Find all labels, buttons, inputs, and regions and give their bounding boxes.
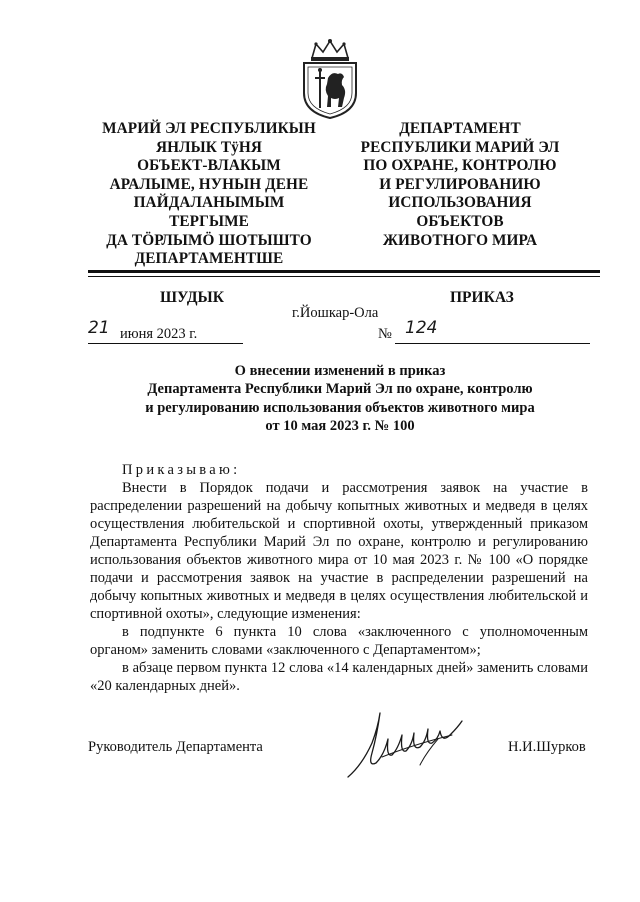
header-right-line: ОБЪЕКТОВ xyxy=(416,212,504,230)
header-left-line: ЯНЛЫК ТÿНЯ xyxy=(155,138,263,156)
order-title xyxy=(60,362,620,435)
body-paragraph-change-2: в абзаце первом пункта 12 слова «14 календарных дней» заменить словами «20 календарных дней». xyxy=(90,660,588,694)
coat-of-arms-emblem xyxy=(298,38,362,120)
date-month-year: июня 2023 г. xyxy=(120,326,198,342)
order-number-label: № xyxy=(378,326,392,342)
body-paragraph-main: Внести в Порядок подачи и рассмотрения заявок на участие в распределении разрешений на добычу копытных животных и медведя в целях осуществления любительской и спортивной охоты, утвержденный приказом Департамента Республики Марий Эл по охране, контролю и регулированию использования объектов животного мира от 10 мая 2023 г. № 100 «О порядке подачи и рассмотрения заявок на участие в распределении разрешений на добычу копытных животных и медведя в целях осуществления любительской и спортивной охоты», следующие изменения: xyxy=(90,480,588,622)
order-title-line: и регулированию использования объектов животного мира xyxy=(145,399,535,416)
order-title-line: Департамента Республики Марий Эл по охране, контролю xyxy=(147,381,533,398)
header-right-line: РЕСПУБЛИКИ МАРИЙ ЭЛ xyxy=(360,138,560,156)
date-underline xyxy=(88,343,243,344)
header-divider-thick xyxy=(88,270,600,273)
city-name: г.Йошкар-Ола xyxy=(292,305,379,321)
header-left-line: ТЕРГЫМЕ xyxy=(169,212,249,230)
header-right-line: ДЕПАРТАМЕНТ xyxy=(399,120,521,137)
handwritten-signature xyxy=(342,705,467,787)
order-number-handwritten: 124 xyxy=(405,318,438,338)
header-right-line: ПО ОХРАНЕ, КОНТРОЛЮ xyxy=(363,157,557,175)
header-right-line: И РЕГУЛИРОВАНИЮ xyxy=(379,175,541,193)
header-left-line: ДА ТÖРЛЫМÖ ШОТЫШТО xyxy=(106,231,312,249)
header-left-line: ДЕПАРТАМЕНТШЕ xyxy=(134,250,284,268)
order-title-line: О внесении изменений в приказ xyxy=(234,363,446,379)
order-title-line: от 10 мая 2023 г. № 100 xyxy=(265,417,415,434)
order-word-russian: ПРИКАЗ xyxy=(450,289,514,306)
header-left-line: МАРИЙ ЭЛ РЕСПУБЛИКЫН xyxy=(102,120,316,137)
header-right-russian xyxy=(335,120,585,250)
order-number-underline xyxy=(395,343,590,344)
header-right-line: ЖИВОТНОГО МИРА xyxy=(382,231,538,249)
body-paragraph-change-1: в подпункте 6 пункта 10 слова «заключенного с уполномоченным органом» заменить словами «заключенного с Департаментом»; xyxy=(90,624,588,658)
signatory-role: Руководитель Департамента xyxy=(88,739,263,755)
header-right-line: ИСПОЛЬЗОВАНИЯ xyxy=(388,194,532,212)
header-divider-thin xyxy=(88,276,600,277)
order-body xyxy=(90,461,588,695)
date-day-handwritten: 21 xyxy=(88,318,110,338)
order-word-mari: ШУДЫК xyxy=(160,289,224,306)
header-left-mari xyxy=(84,120,334,269)
header-left-line: ПАЙДАЛАНЫМЫМ xyxy=(133,194,285,212)
header-left-line: АРАЛЫМЕ, НУНЫН ДЕНЕ xyxy=(109,175,309,193)
signatory-name: Н.И.Шурков xyxy=(508,739,586,755)
header-left-line: ОБЪЕКТ-ВЛАКЫМ xyxy=(137,157,281,175)
body-paragraph-order: Приказываю: xyxy=(122,462,241,478)
